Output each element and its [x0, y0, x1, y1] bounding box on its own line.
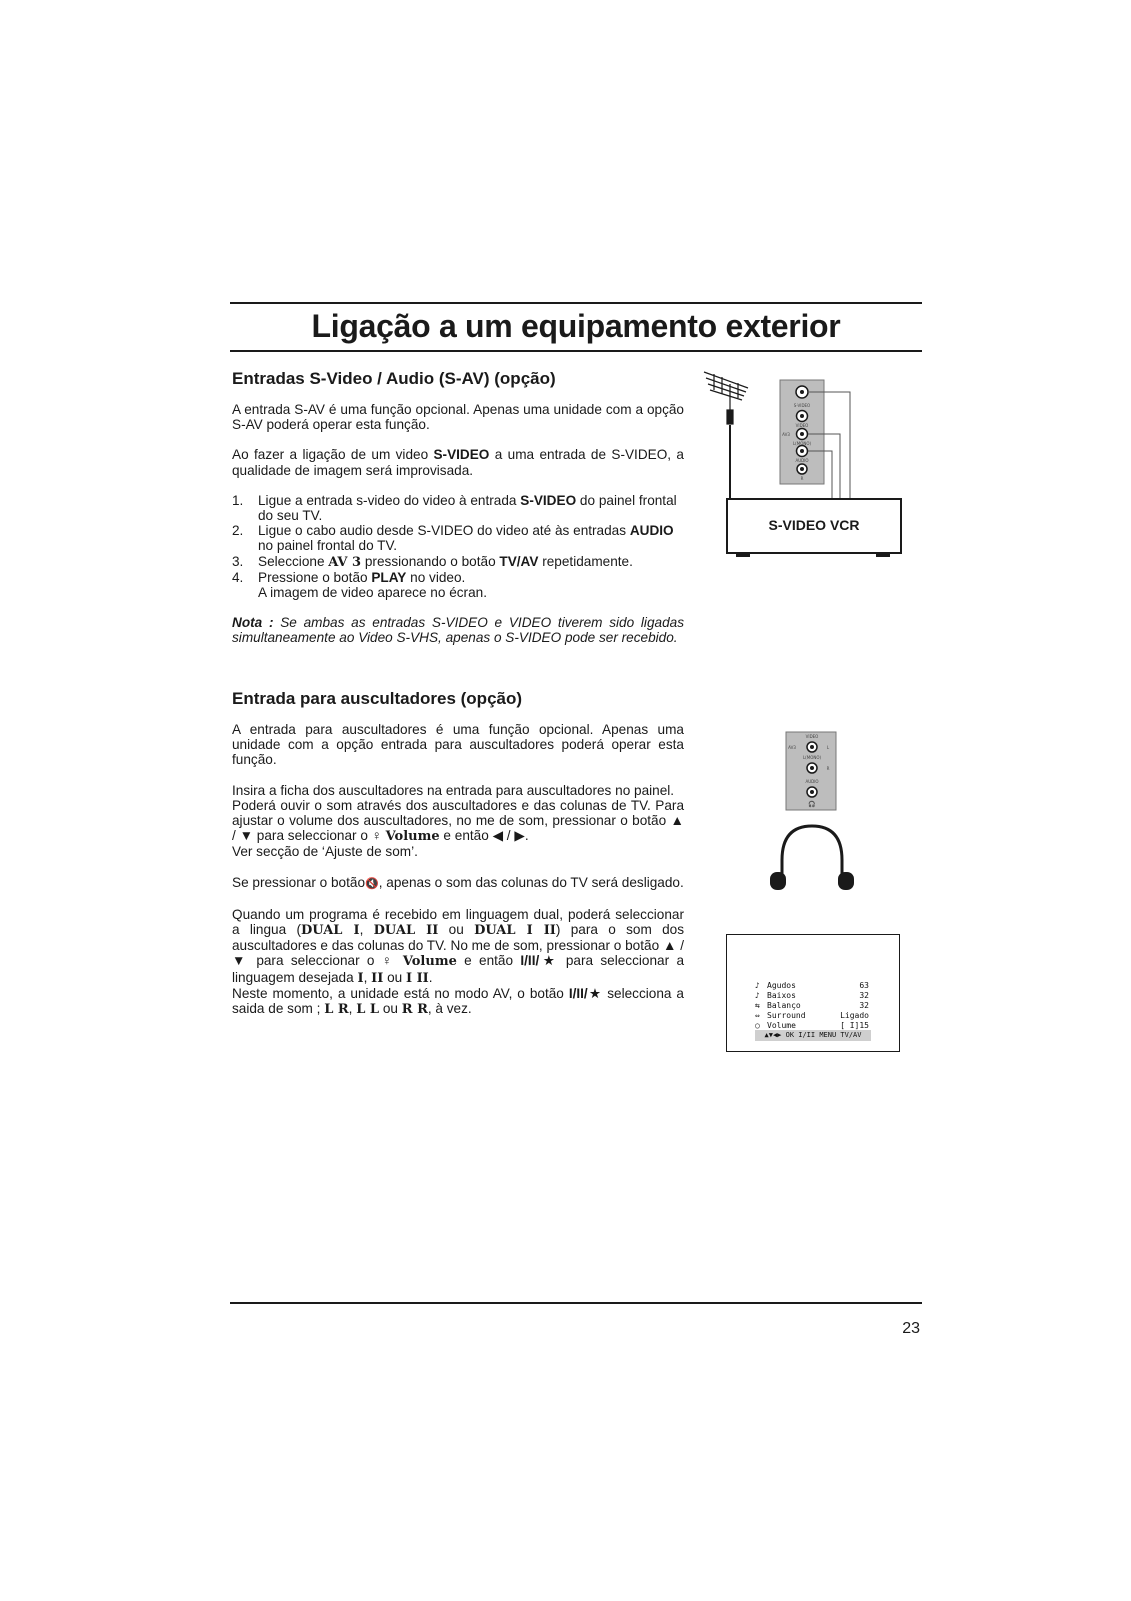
volume-icon: ♀: [381, 953, 396, 969]
vcr-label: S-VIDEO VCR: [768, 517, 860, 533]
headphones-insert: Insira a ficha dos auscultadores na entrada para auscultadores no painel.: [232, 782, 675, 798]
tv-side-panel: [786, 732, 836, 810]
osd-row-surround: ⇔ Surround Ligado: [755, 1011, 869, 1020]
section-heading-s-av: Entradas S-Video / Audio (S-AV) (opção): [232, 369, 556, 388]
jack-label-av3: AV3: [782, 432, 790, 437]
headphone-connection-diagram: [770, 730, 900, 900]
tv-side-panel: [780, 380, 824, 484]
up-arrow-icon: ▲: [670, 813, 684, 829]
s-av-text-column: [232, 402, 684, 646]
step-1: 1. Ligue a entrada s-video do video à entrada S-VIDEO do painel frontal do seu TV.: [232, 492, 677, 524]
top-rule: [230, 302, 922, 304]
svg-text:🎧: 🎧: [808, 801, 816, 808]
page-title: Ligação a um equipamento exterior: [311, 308, 841, 344]
down-arrow-icon: ▼: [239, 828, 254, 844]
headphones-volume: Poderá ouvir o som através dos auscultadores e das colunas de TV. Para ajustar o volume dos auscultadores, no me de som, pressionar o botão ▲ / ▼ para seleccionar o ♀ Volume e então ◀ / ▶. Ver secção de ‘Ajuste de som’.: [232, 797, 684, 860]
vcr-foot-right: [876, 552, 890, 557]
title-underline: [230, 350, 922, 352]
step-2: 2. Ligue o cabo audio desde S-VIDEO do video até às entradas AUDIO no painel frontal do TV.: [232, 523, 674, 554]
balance-icon: ⇆: [755, 1001, 760, 1010]
headphones-dual: Quando um programa é recebido em linguagem dual, poderá seleccionar a lingua (DUAL I, DUAL II ou DUAL I II) para o som dos auscultadores e das colunas do TV. No me de som, pressionar o botão ▲ / ▼ para seleccionar o ♀ Volume e então I/II/★ para seleccionar a linguagem desejada I, II ou I II.: [232, 906, 685, 986]
volume-icon: ○: [755, 1021, 760, 1030]
step-3: 3. Seleccione AV 3 pressionando o botão TV/AV repetidamente.: [232, 553, 633, 570]
down-arrow-icon: ▼: [232, 953, 249, 969]
headphones-text-column: [232, 722, 684, 1017]
right-arrow-icon: ▶: [514, 828, 525, 844]
sound-menu-screen: [726, 934, 900, 1052]
osd-help-bar: ▲▼◀▶ OK I/II MENU TV/AV: [755, 1030, 871, 1041]
osd-row-agudos: ♪ Agudos 63: [755, 981, 869, 990]
bottom-rule: [230, 1302, 922, 1304]
s-av-note: Nota : Se ambas as entradas S-VIDEO e VIDEO tiverem sido ligadas simultaneamente ao Video S-VHS, apenas o S-VIDEO pode ser recebido.: [232, 615, 684, 646]
s-av-steps: [232, 493, 684, 600]
volume-icon: ♀: [371, 828, 382, 844]
jack-label-r: R: [800, 476, 804, 481]
bass-icon: ♪: [755, 991, 760, 1000]
treble-icon: ♪: [755, 981, 760, 990]
step-4: 4. Pressione o botão PLAY no video. A imagem de video aparece no écran.: [232, 569, 487, 601]
jack-label-audio: AUDIO: [805, 779, 819, 784]
page-number: 23: [902, 1320, 920, 1337]
vcr-device: [726, 498, 902, 554]
section-heading-headphones: Entrada para auscultadores (opção): [232, 689, 523, 708]
headphones-icon: [770, 826, 854, 890]
jack-label-l: L: [826, 745, 830, 750]
jack-label-av3: AV3: [788, 745, 796, 750]
s-av-paragraph: Ao fazer a ligação de um video S-VIDEO a uma entrada de S-VIDEO, a qualidade de imagem será improvisada.: [232, 447, 684, 478]
jack-label-l-mono: L(MONO): [802, 755, 822, 760]
jack-label-s-video: S-VIDEO: [793, 403, 811, 408]
sound-osd-menu: [755, 981, 871, 1041]
osd-row-volume: ○ Volume [ I]15: [755, 1021, 869, 1030]
left-arrow-icon: ◀: [492, 828, 504, 844]
surround-icon: ⇔: [755, 1011, 760, 1020]
vcr-foot-left: [736, 552, 750, 557]
osd-row-balanco: ⇆ Balanço 32: [755, 1001, 869, 1010]
headphones-av-mode: Neste momento, a unidade está no modo AV, o botão I/II/★ selecciona a saida de som ; L R, L L ou R R, à vez.: [232, 985, 684, 1018]
up-arrow-icon: ▲: [662, 938, 677, 954]
mute-icon: 🔇: [365, 877, 379, 890]
jack-label-l-mono: L(MONO): [792, 441, 812, 446]
s-av-intro: A entrada S-AV é uma função opcional. Apenas uma unidade com a opção S-AV poderá operar esta função.: [232, 402, 684, 433]
jack-label-audio: AUDIO: [795, 458, 809, 463]
jack-label-video: VIDEO: [795, 423, 809, 428]
headphones-intro: A entrada para auscultadores é uma função opcional. Apenas uma unidade com a opção entrada para auscultadores poderá operar esta função.: [232, 722, 684, 768]
jack-label-r: R: [826, 766, 830, 771]
osd-row-baixos: ♪ Baixos 32: [755, 991, 869, 1000]
jack-label-video: VIDEO: [805, 734, 819, 739]
headphones-mute: Se pressionar o botão🔇, apenas o som das colunas do TV será desligado.: [232, 874, 684, 890]
antenna-icon: [704, 372, 748, 498]
